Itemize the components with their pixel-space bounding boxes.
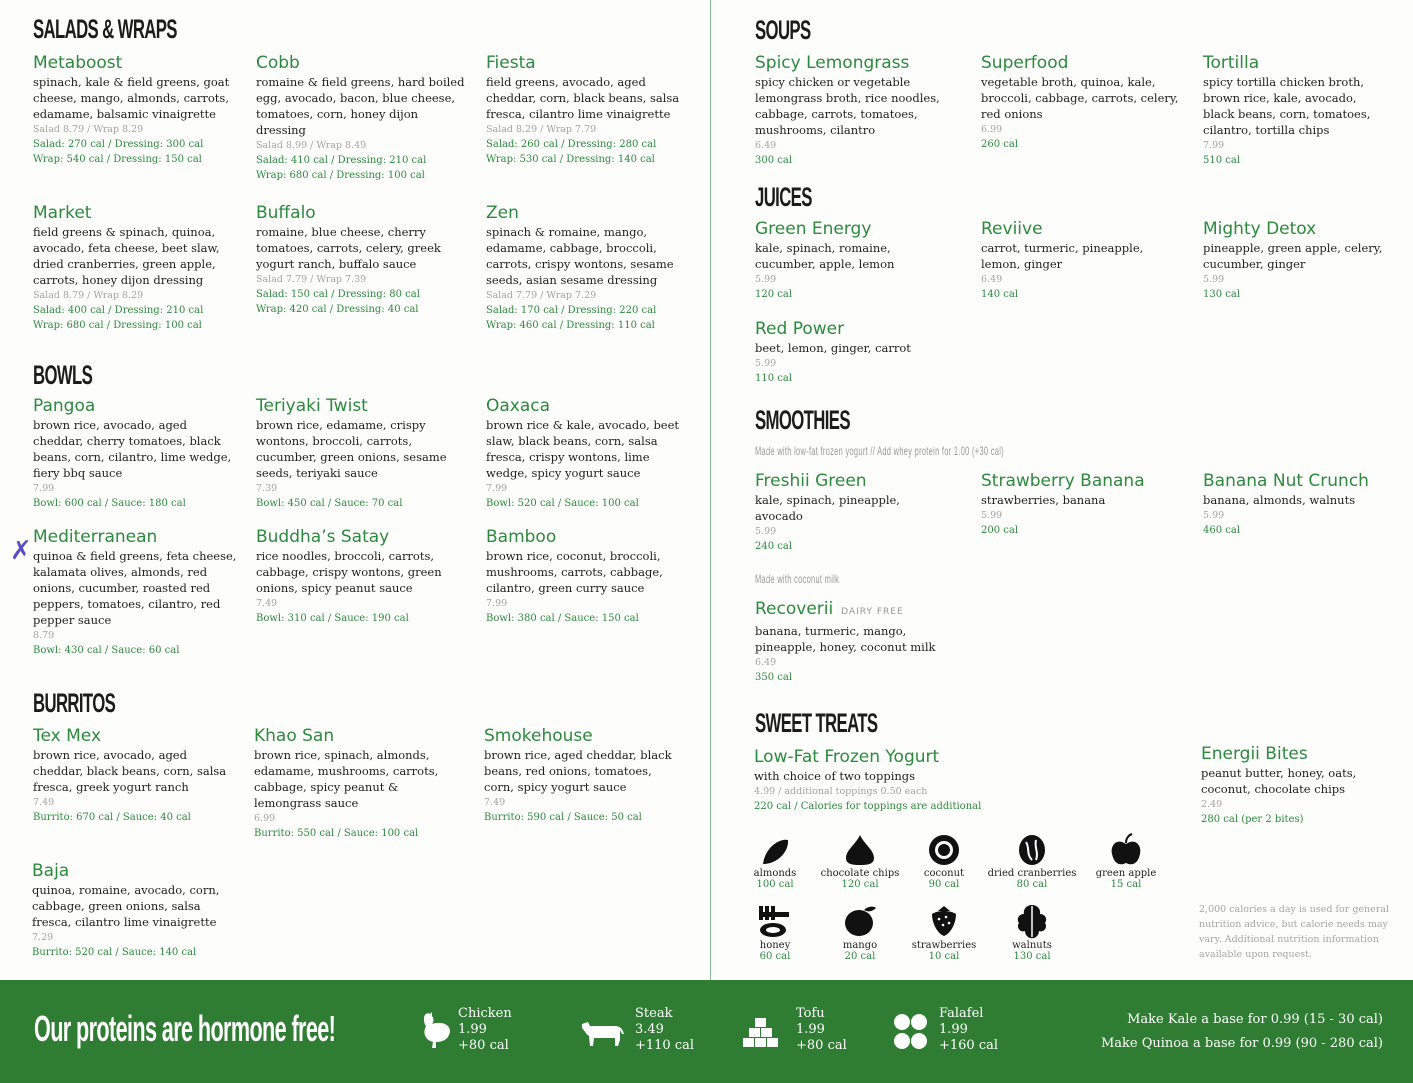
- item-desc: field greens, avocado, aged cheddar, corn, black beans, salsa fresca, cilantro lime vinaigrette: [486, 75, 680, 121]
- menu-item-mediterranean[interactable]: [33, 527, 243, 658]
- item-cal: 130 cal: [1203, 289, 1241, 300]
- item-desc: banana, turmeric, mango, pineapple, honey, coconut milk: [755, 624, 936, 654]
- item-desc: vegetable broth, quinoa, kale, broccoli, cabbage, carrots, celery, red onions: [981, 75, 1179, 121]
- menu-item-khao-san[interactable]: [254, 726, 454, 841]
- item-cal: Burrito: 550 cal / Sauce: 100 cal: [254, 828, 419, 839]
- item-cal: 240 cal: [755, 541, 793, 552]
- item-name: Baja: [32, 861, 70, 881]
- item-name: Reviive: [981, 219, 1043, 239]
- topping-cal: 20 cal: [844, 951, 876, 962]
- menu-item-market[interactable]: [33, 203, 248, 333]
- menu-item-buddhas-satay[interactable]: [256, 527, 461, 626]
- item-name: [755, 599, 965, 622]
- item-name: Bamboo: [486, 527, 557, 547]
- topping-cal: 120 cal: [841, 879, 879, 890]
- menu-item-tex-mex[interactable]: [33, 726, 233, 825]
- item-cal: Bowl: 380 cal / Sauce: 150 cal: [486, 613, 639, 624]
- item-cal: Salad: 270 cal / Dressing: 300 cal: [33, 139, 204, 150]
- topping-cal: 10 cal: [928, 951, 960, 962]
- item-desc: spinach, kale & field greens, goat cheese, mango, almonds, carrots, edamame, balsamic vinaigrette: [33, 75, 230, 121]
- item-cal: 350 cal: [755, 672, 793, 683]
- menu-item-frozen-yogurt[interactable]: [754, 747, 1074, 814]
- item-cal: Burrito: 670 cal / Sauce: 40 cal: [33, 812, 191, 823]
- item-cal: Salad: 410 cal / Dressing: 210 cal: [256, 155, 427, 166]
- topping-cal: 100 cal: [756, 879, 794, 890]
- tofu-icon: [742, 1016, 780, 1048]
- menu-item-freshii-green[interactable]: [755, 471, 935, 554]
- protein-tofu[interactable]: [742, 1006, 862, 1066]
- pen-mark: ✗: [10, 536, 32, 566]
- item-cal: 120 cal: [755, 289, 793, 300]
- item-desc: romaine, blue cheese, cherry tomatoes, carrots, celery, greek yogurt ranch, buffalo sauce: [256, 225, 441, 271]
- smoothie-note-coconut: Made with coconut milk: [755, 572, 840, 586]
- item-name: Market: [33, 203, 92, 223]
- item-price: 5.99: [755, 526, 777, 537]
- menu-item-recoverii[interactable]: [755, 599, 965, 685]
- item-desc: strawberries, banana: [981, 493, 1106, 507]
- item-cal: Burrito: 520 cal / Sauce: 140 cal: [32, 947, 197, 958]
- item-price: 5.99: [755, 358, 777, 369]
- item-price: 6.49: [981, 274, 1003, 285]
- item-desc: carrot, turmeric, pineapple, lemon, ginger: [981, 241, 1144, 271]
- item-name: Mediterranean: [33, 527, 158, 547]
- protein-cal: +160 cal: [939, 1038, 999, 1053]
- item-price: 2.49: [1201, 799, 1223, 810]
- section-salads-wraps: SALADS & WRAPS: [33, 14, 177, 44]
- item-cal: Wrap: 680 cal / Dressing: 100 cal: [256, 170, 425, 181]
- menu-item-smokehouse[interactable]: [484, 726, 674, 825]
- item-name: Zen: [486, 203, 519, 223]
- falafel-icon: [892, 1012, 930, 1052]
- coconut-icon: [924, 832, 964, 872]
- calorie-disclaimer: 2,000 calories a day is used for general nutrition advice, but calorie needs may vary. Additional nutrition information available upon request.: [1199, 904, 1390, 960]
- kale-base-offer: Make Kale a base for 0.99 (15 - 30 cal): [1127, 1012, 1383, 1027]
- item-name: Buffalo: [256, 203, 316, 223]
- item-cal: Wrap: 420 cal / Dressing: 40 cal: [256, 304, 419, 315]
- menu-item-baja[interactable]: [32, 861, 232, 960]
- item-name: Tex Mex: [33, 726, 102, 746]
- item-cal: Bowl: 450 cal / Sauce: 70 cal: [256, 498, 403, 509]
- menu-item-oaxaca[interactable]: [486, 396, 686, 511]
- honey-icon: [755, 902, 795, 942]
- item-cal: 460 cal: [1203, 525, 1241, 536]
- item-desc: brown rice & kale, avocado, beet slaw, black beans, corn, salsa fresca, crispy wontons, lime wedge, spicy yogurt sauce: [486, 418, 680, 480]
- item-name: Buddha’s Satay: [256, 527, 390, 547]
- item-desc: with choice of two toppings: [754, 769, 916, 783]
- item-price: Salad 8.79 / Wrap 8.29: [33, 290, 144, 301]
- item-price: 7.39: [256, 483, 278, 494]
- item-cal: Bowl: 520 cal / Sauce: 100 cal: [486, 498, 639, 509]
- protein-name: Tofu: [796, 1006, 825, 1021]
- item-desc: brown rice, spinach, almonds, edamame, mushrooms, carrots, cabbage, spicy peanut & lemongrass sauce: [254, 748, 439, 810]
- topping-name: chocolate chips: [820, 868, 900, 879]
- topping-name: strawberries: [911, 940, 977, 951]
- item-cal: Wrap: 680 cal / Dressing: 100 cal: [33, 320, 202, 331]
- item-name: Green Energy: [755, 219, 872, 239]
- item-price: 7.99: [33, 483, 55, 494]
- item-desc: romaine & field greens, hard boiled egg, avocado, bacon, blue cheese, tomatoes, corn, honey dijon dressing: [256, 75, 465, 137]
- menu-item-strawberry-banana[interactable]: [981, 471, 1171, 538]
- menu-item-fiesta[interactable]: [486, 53, 686, 167]
- item-desc: kale, spinach, pineapple, avocado: [755, 493, 900, 523]
- item-name: Spicy Lemongrass: [755, 53, 910, 73]
- item-desc: spicy chicken or vegetable lemongrass broth, rice noodles, cabbage, carrots, tomatoes, mushrooms, cilantro: [755, 75, 940, 137]
- menu-item-green-energy[interactable]: [755, 219, 935, 302]
- topping-cal: 130 cal: [1013, 951, 1051, 962]
- item-name-text: Recoverii: [755, 599, 834, 619]
- apple-icon: [1106, 832, 1146, 872]
- section-smoothies: SMOOTHIES: [755, 405, 850, 435]
- menu-item-superfood[interactable]: [981, 53, 1181, 152]
- menu-item-spicy-lemongrass[interactable]: [755, 53, 960, 168]
- protein-name: Falafel: [939, 1006, 984, 1021]
- protein-chicken[interactable]: [418, 1006, 538, 1066]
- item-price: 7.29: [32, 932, 54, 943]
- dairy-free-tag: DAIRY FREE: [841, 607, 904, 617]
- item-cal: Bowl: 430 cal / Sauce: 60 cal: [33, 645, 180, 656]
- item-name: Khao San: [254, 726, 335, 746]
- topping-name: almonds: [753, 868, 797, 879]
- item-name: Low-Fat Frozen Yogurt: [754, 747, 940, 767]
- item-cal: 510 cal: [1203, 155, 1241, 166]
- section-sweet-treats: SWEET TREATS: [755, 708, 878, 738]
- menu-item-metaboost[interactable]: [33, 53, 248, 167]
- protein-name: Steak: [635, 1006, 673, 1021]
- item-name: Teriyaki Twist: [256, 396, 368, 416]
- almond-icon: [755, 832, 795, 872]
- item-cal: 200 cal: [981, 525, 1019, 536]
- item-desc: brown rice, avocado, aged cheddar, black beans, corn, salsa fresca, greek yogurt ranch: [33, 748, 227, 794]
- item-price: 5.99: [1203, 510, 1225, 521]
- item-price: Salad 8.99 / Wrap 8.49: [256, 140, 367, 151]
- item-price: Salad 7.79 / Wrap 7.29: [486, 290, 597, 301]
- item-cal: 300 cal: [755, 155, 793, 166]
- section-bowls: BOWLS: [33, 360, 93, 390]
- mango-icon: [840, 902, 880, 942]
- item-price: 7.49: [33, 797, 55, 808]
- item-desc: brown rice, coconut, broccoli, mushrooms, carrots, cabbage, cilantro, green curry sauce: [486, 549, 663, 595]
- item-cal: Salad: 400 cal / Dressing: 210 cal: [33, 305, 204, 316]
- item-price: 7.99: [1203, 140, 1225, 151]
- menu-item-buffalo[interactable]: [256, 203, 471, 317]
- item-price: 8.79: [33, 630, 55, 641]
- item-desc: quinoa, romaine, avocado, corn, cabbage, green onions, salsa fresca, cilantro lime vinaigrette: [32, 883, 220, 929]
- item-name: Superfood: [981, 53, 1069, 73]
- protein-steak[interactable]: [580, 1006, 700, 1066]
- topping-cal: 60 cal: [759, 951, 791, 962]
- section-juices: JUICES: [755, 182, 812, 212]
- item-price: 6.49: [755, 657, 777, 668]
- item-cal: 280 cal (per 2 bites): [1201, 814, 1304, 825]
- menu-item-cobb[interactable]: [256, 53, 471, 183]
- menu-item-reviive[interactable]: [981, 219, 1161, 302]
- protein-falafel[interactable]: [892, 1006, 1012, 1066]
- protein-price: 1.99: [458, 1022, 487, 1037]
- topping-name: honey: [759, 940, 791, 951]
- item-desc: kale, spinach, romaine, cucumber, apple, lemon: [755, 241, 895, 271]
- item-name: Energii Bites: [1201, 744, 1308, 764]
- item-cal: Wrap: 540 cal / Dressing: 150 cal: [33, 154, 202, 165]
- strawberry-icon: [924, 902, 964, 942]
- item-name: Oaxaca: [486, 396, 551, 416]
- protein-price: 1.99: [796, 1022, 825, 1037]
- protein-name: Chicken: [458, 1006, 512, 1021]
- topping-cal: 15 cal: [1110, 879, 1142, 890]
- item-name: Red Power: [755, 319, 845, 339]
- menu-item-zen[interactable]: [486, 203, 686, 333]
- topping-cal: 80 cal: [1016, 879, 1048, 890]
- protein-price: 3.49: [635, 1022, 664, 1037]
- item-desc: spicy tortilla chicken broth, brown rice, kale, avocado, black beans, corn, tomatoes, cilantro, tortilla chips: [1203, 75, 1371, 137]
- item-name: Fiesta: [486, 53, 536, 73]
- item-price: 7.99: [486, 598, 508, 609]
- item-desc: peanut butter, honey, oats, coconut, chocolate chips: [1201, 766, 1357, 796]
- item-name: Banana Nut Crunch: [1203, 471, 1369, 491]
- item-cal: Burrito: 590 cal / Sauce: 50 cal: [484, 812, 642, 823]
- protein-cal: +80 cal: [458, 1038, 509, 1053]
- item-cal: Salad: 150 cal / Dressing: 80 cal: [256, 289, 420, 300]
- menu-item-bamboo[interactable]: [486, 527, 686, 626]
- item-name: Cobb: [256, 53, 300, 73]
- item-price: 6.99: [254, 813, 276, 824]
- item-name: Freshii Green: [755, 471, 867, 491]
- menu-item-mighty-detox[interactable]: [1203, 219, 1383, 302]
- item-price: Salad 8.29 / Wrap 7.79: [486, 124, 597, 135]
- item-price: 5.99: [755, 274, 777, 285]
- item-cal: 220 cal / Calories for toppings are additional: [754, 801, 982, 812]
- menu-item-red-power[interactable]: [755, 319, 955, 386]
- item-price: 5.99: [981, 510, 1003, 521]
- menu-item-teriyaki-twist[interactable]: [256, 396, 461, 511]
- protein-cal: +80 cal: [796, 1038, 847, 1053]
- item-desc: banana, almonds, walnuts: [1203, 493, 1356, 507]
- quinoa-base-offer: Make Quinoa a base for 0.99 (90 - 280 cal): [1100, 1036, 1383, 1051]
- item-cal: Bowl: 310 cal / Sauce: 190 cal: [256, 613, 409, 624]
- cranberry-icon: [1012, 832, 1052, 872]
- item-name: Smokehouse: [484, 726, 593, 746]
- item-desc: field greens & spinach, quinoa, avocado, feta cheese, beet slaw, dried cranberries, green apple, carrots, honey dijon dressing: [33, 225, 220, 287]
- item-desc: quinoa & field greens, feta cheese, kalamata olives, almonds, red onions, cucumber, roasted red peppers, tomatoes, cilantro, red pepper sauce: [33, 549, 237, 627]
- menu-item-banana-nut-crunch[interactable]: [1203, 471, 1393, 538]
- page-fold: [710, 0, 711, 985]
- item-price: 6.99: [981, 124, 1003, 135]
- protein-heading: Our proteins are hormone free!: [34, 1008, 336, 1049]
- item-price: 7.49: [484, 797, 506, 808]
- item-cal: Salad: 260 cal / Dressing: 280 cal: [486, 139, 657, 150]
- item-desc: brown rice, avocado, aged cheddar, cherry tomatoes, black beans, corn, cilantro, lime wedge, fiery bbq sauce: [33, 418, 232, 480]
- topping-name: walnuts: [1012, 940, 1052, 951]
- item-cal: 140 cal: [981, 289, 1019, 300]
- menu-item-tortilla[interactable]: [1203, 53, 1388, 168]
- protein-banner: [0, 980, 1413, 1083]
- item-desc: pineapple, green apple, celery, cucumber, ginger: [1203, 241, 1383, 271]
- item-price: Salad 7.79 / Wrap 7.39: [256, 274, 367, 285]
- item-name: Strawberry Banana: [981, 471, 1145, 491]
- chocolate-chip-icon: [840, 832, 880, 872]
- item-desc: spinach & romaine, mango, edamame, cabbage, broccoli, carrots, crispy wontons, sesame seeds, asian sesame dressing: [486, 225, 674, 287]
- chicken-icon: [418, 1010, 452, 1050]
- menu-item-energii-bites[interactable]: [1201, 744, 1391, 827]
- item-desc: brown rice, aged cheddar, black beans, red onions, tomatoes, corn, spicy yogurt sauce: [484, 748, 672, 794]
- item-cal: Wrap: 460 cal / Dressing: 110 cal: [486, 320, 655, 331]
- topping-name: mango: [842, 940, 878, 951]
- item-price: 6.49: [755, 140, 777, 151]
- item-price: 4.99 / additional toppings 0.50 each: [754, 786, 928, 797]
- protein-price: 1.99: [939, 1022, 968, 1037]
- item-desc: rice noodles, broccoli, carrots, cabbage, crispy wontons, green onions, spicy peanut sauce: [256, 549, 442, 595]
- item-name: Mighty Detox: [1203, 219, 1317, 239]
- item-cal: Bowl: 600 cal / Sauce: 180 cal: [33, 498, 186, 509]
- topping-name: coconut: [923, 868, 965, 879]
- item-name: Pangoa: [33, 396, 96, 416]
- item-desc: brown rice, edamame, crispy wontons, broccoli, carrots, cucumber, green onions, sesame seeds, teriyaki sauce: [256, 418, 447, 480]
- protein-cal: +110 cal: [635, 1038, 695, 1053]
- topping-cal: 90 cal: [928, 879, 960, 890]
- item-cal: Salad: 170 cal / Dressing: 220 cal: [486, 305, 657, 316]
- topping-name: dried cranberries: [987, 868, 1077, 879]
- item-cal: 260 cal: [981, 139, 1019, 150]
- item-price: 7.49: [256, 598, 278, 609]
- menu-item-pangoa[interactable]: [33, 396, 238, 511]
- section-burritos: BURRITOS: [33, 688, 116, 718]
- smoothie-note-yogurt: Made with low-fat frozen yogurt // Add whey protein for 1.00 (+30 cal): [755, 444, 1004, 458]
- item-price: Salad 8.79 / Wrap 8.29: [33, 124, 144, 135]
- item-desc: beet, lemon, ginger, carrot: [755, 341, 911, 355]
- item-cal: 110 cal: [755, 373, 793, 384]
- item-name: Metaboost: [33, 53, 123, 73]
- item-cal: Wrap: 530 cal / Dressing: 140 cal: [486, 154, 655, 165]
- item-price: 7.99: [486, 483, 508, 494]
- topping-name: green apple: [1095, 868, 1157, 879]
- walnut-icon: [1012, 902, 1052, 942]
- section-soups: SOUPS: [755, 15, 811, 45]
- cow-icon: [580, 1016, 626, 1048]
- item-price: 5.99: [1203, 274, 1225, 285]
- item-name: Tortilla: [1203, 53, 1260, 73]
